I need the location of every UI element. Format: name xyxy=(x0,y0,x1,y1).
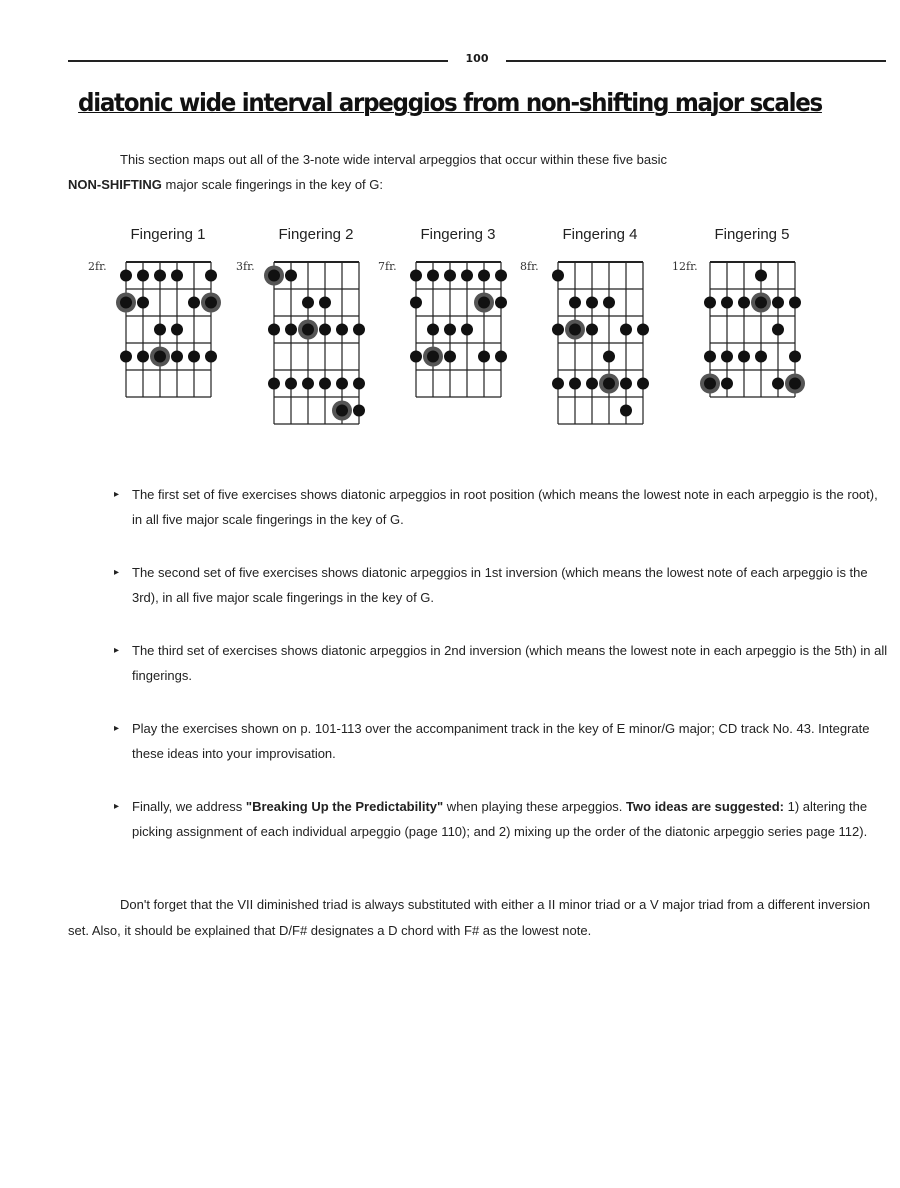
note-dot xyxy=(353,378,365,390)
note-dot xyxy=(302,324,314,336)
note-dot xyxy=(336,405,348,417)
note-dot xyxy=(120,270,132,282)
closing-paragraph xyxy=(68,892,888,944)
note-dot xyxy=(427,324,439,336)
note-dot xyxy=(637,324,649,336)
note-dot xyxy=(586,378,598,390)
page-title: diatonic wide interval arpeggios from non-shifting major scales xyxy=(78,88,822,117)
note-dot xyxy=(171,351,183,363)
note-dot xyxy=(268,324,280,336)
note-dot xyxy=(478,297,490,309)
note-dot xyxy=(495,351,507,363)
note-dot xyxy=(755,270,767,282)
note-dot xyxy=(154,324,166,336)
fretboard-diagram xyxy=(548,258,653,434)
note-dot xyxy=(620,405,632,417)
note-dot xyxy=(120,297,132,309)
note-dot xyxy=(120,351,132,363)
note-dot xyxy=(285,270,297,282)
note-dot xyxy=(461,324,473,336)
note-dot xyxy=(603,378,615,390)
fretboard-diagram xyxy=(116,258,221,407)
list-item xyxy=(114,560,890,610)
list-item xyxy=(114,794,890,844)
note-dot xyxy=(444,351,456,363)
note-dot xyxy=(205,270,217,282)
bullet-text-post: 1) altering the picking assignment of each individual arpeggio (page 110); and 2) mixing up the order of the diatonic arpeggio series page 112). xyxy=(132,799,868,839)
note-dot xyxy=(137,270,149,282)
closing-text: Don't forget that the VII diminished triad is always substituted with either a II minor triad or a V major triad from a different inversion set. Also, it should be explained that D/F# designates a D chord with F# as the lowest note. xyxy=(68,897,871,938)
note-dot xyxy=(721,297,733,309)
intro-text: This section maps out all of the 3-note wide interval arpeggios that occur within these five basic xyxy=(120,152,668,167)
note-dot xyxy=(569,297,581,309)
bullet-text: The first set of five exercises shows diatonic arpeggios in root position (which means the lowest note in each arpeggio is the root), in all five major scale fingerings in the key of G. xyxy=(132,487,878,527)
fret-position-label: 3fr. xyxy=(236,260,255,273)
fingering-label: Fingering 5 xyxy=(714,226,790,243)
bullet-bold-2: Two ideas are suggested: xyxy=(626,799,785,814)
note-dot xyxy=(137,351,149,363)
note-dot xyxy=(478,351,490,363)
note-dot xyxy=(755,297,767,309)
fingering-label: Fingering 3 xyxy=(420,226,496,243)
note-dot xyxy=(704,351,716,363)
bullet-text-pre: Finally, we address xyxy=(132,799,246,814)
note-dot xyxy=(154,270,166,282)
note-dot xyxy=(353,324,365,336)
note-dot xyxy=(569,324,581,336)
note-dot xyxy=(410,351,422,363)
note-dot xyxy=(336,378,348,390)
note-dot xyxy=(319,324,331,336)
fingering-diagrams xyxy=(90,226,830,426)
note-dot xyxy=(495,297,507,309)
note-dot xyxy=(171,270,183,282)
bullet-bold-1: "Breaking Up the Predictability" xyxy=(245,799,444,814)
fretboard-diagram xyxy=(700,258,805,407)
note-dot xyxy=(603,351,615,363)
fingering-label: Fingering 1 xyxy=(130,226,206,243)
bullet-arrow-icon: ▸ xyxy=(114,801,120,812)
bullet-text: Play the exercises shown on p. 101-113 over the accompaniment track in the key of E minor/G major; CD track No. 43. Integrate these ideas into your improvisation. xyxy=(132,721,870,761)
note-dot xyxy=(637,378,649,390)
note-dot xyxy=(552,378,564,390)
fretboard-diagram xyxy=(264,258,369,434)
bullet-list xyxy=(114,482,890,872)
note-dot xyxy=(478,270,490,282)
fingering-label: Fingering 2 xyxy=(278,226,354,243)
note-dot xyxy=(569,378,581,390)
fret-position-label: 2fr. xyxy=(88,260,107,273)
note-dot xyxy=(137,297,149,309)
note-dot xyxy=(552,270,564,282)
note-dot xyxy=(410,297,422,309)
intro-text-2: major scale fingerings in the key of G: xyxy=(161,177,383,192)
note-dot xyxy=(755,351,767,363)
note-dot xyxy=(336,324,348,336)
note-dot xyxy=(268,378,280,390)
fretboard-diagram xyxy=(406,258,511,407)
note-dot xyxy=(353,405,365,417)
note-dot xyxy=(603,297,615,309)
bullet-text: The second set of five exercises shows diatonic arpeggios in 1st inversion (which means the lowest note of each arpeggio is the 3rd), in all five major scale fingerings in the key of G. xyxy=(132,565,868,605)
header-rule-right xyxy=(506,60,886,62)
note-dot xyxy=(188,297,200,309)
fret-position-label: 12fr. xyxy=(672,260,698,273)
note-dot xyxy=(738,351,750,363)
note-dot xyxy=(789,378,801,390)
header-rule-left xyxy=(68,60,448,62)
note-dot xyxy=(444,270,456,282)
note-dot xyxy=(188,351,200,363)
note-dot xyxy=(586,324,598,336)
note-dot xyxy=(586,297,598,309)
note-dot xyxy=(721,378,733,390)
note-dot xyxy=(268,270,280,282)
note-dot xyxy=(285,378,297,390)
note-dot xyxy=(410,270,422,282)
note-dot xyxy=(427,351,439,363)
intro-bold: NON-SHIFTING xyxy=(68,177,162,192)
note-dot xyxy=(738,297,750,309)
page-header xyxy=(68,50,886,70)
note-dot xyxy=(444,324,456,336)
note-dot xyxy=(552,324,564,336)
intro-paragraph xyxy=(68,147,858,197)
list-item xyxy=(114,716,890,766)
note-dot xyxy=(495,270,507,282)
note-dot xyxy=(772,324,784,336)
note-dot xyxy=(205,351,217,363)
note-dot xyxy=(427,270,439,282)
note-dot xyxy=(319,297,331,309)
list-item xyxy=(114,638,890,688)
note-dot xyxy=(154,351,166,363)
note-dot xyxy=(302,378,314,390)
page-number: 100 xyxy=(465,52,489,65)
list-item xyxy=(114,482,890,532)
note-dot xyxy=(461,270,473,282)
bullet-arrow-icon: ▸ xyxy=(114,645,120,656)
bullet-arrow-icon: ▸ xyxy=(114,567,120,578)
bullet-arrow-icon: ▸ xyxy=(114,489,120,500)
note-dot xyxy=(772,378,784,390)
note-dot xyxy=(772,297,784,309)
fret-position-label: 7fr. xyxy=(378,260,397,273)
note-dot xyxy=(302,297,314,309)
fret-position-label: 8fr. xyxy=(520,260,539,273)
note-dot xyxy=(171,324,183,336)
note-dot xyxy=(285,324,297,336)
note-dot xyxy=(319,378,331,390)
bullet-text-mid: when playing these arpeggios. xyxy=(443,799,627,814)
note-dot xyxy=(704,378,716,390)
fingering-label: Fingering 4 xyxy=(562,226,638,243)
bullet-arrow-icon: ▸ xyxy=(114,723,120,734)
note-dot xyxy=(789,297,801,309)
note-dot xyxy=(704,297,716,309)
note-dot xyxy=(620,378,632,390)
note-dot xyxy=(620,324,632,336)
note-dot xyxy=(789,351,801,363)
note-dot xyxy=(205,297,217,309)
note-dot xyxy=(721,351,733,363)
bullet-text: The third set of exercises shows diatonic arpeggios in 2nd inversion (which means the lowest note in each arpeggio is the 5th) in all fingerings. xyxy=(132,643,888,683)
